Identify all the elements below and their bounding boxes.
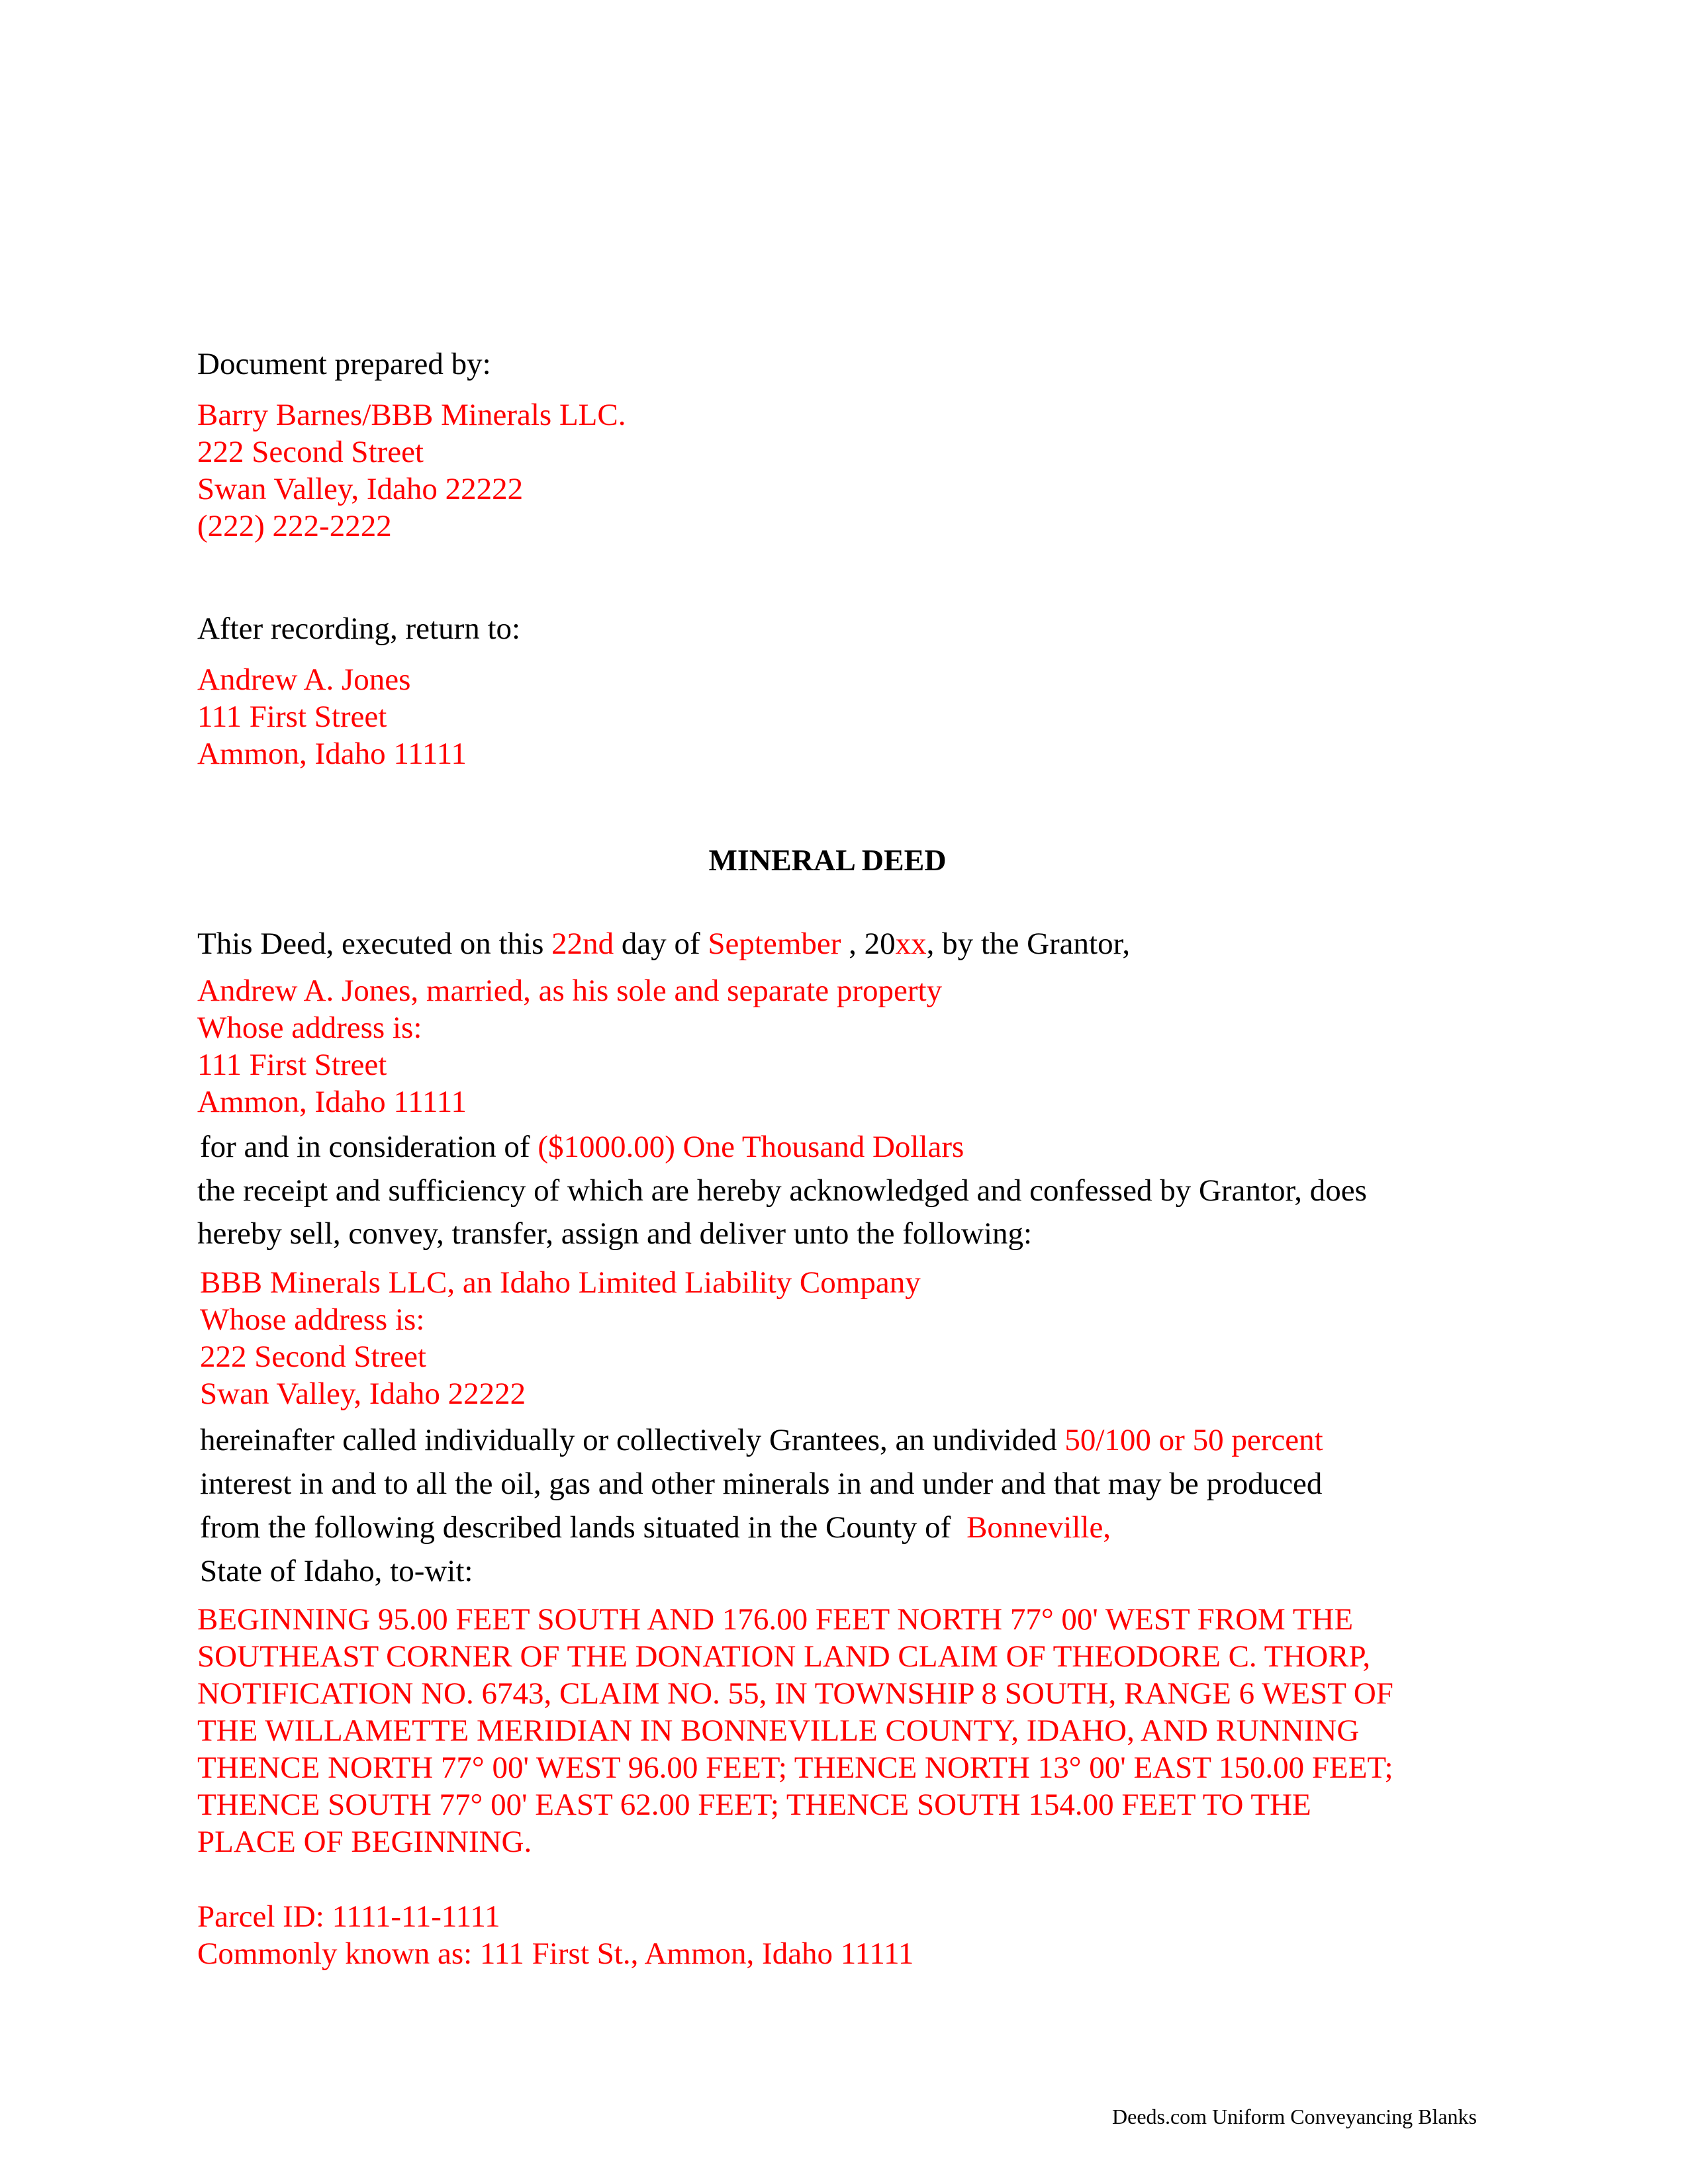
execution-mid2: , 20 (841, 927, 896, 961)
grantor-line: Whose address is: (197, 1011, 422, 1045)
legal-line: NOTIFICATION NO. 6743, CLAIM NO. 55, IN TOWNSHIP 8 SOUTH, RANGE 6 WEST OF (197, 1676, 1393, 1711)
grantor-line: Ammon, Idaho 11111 (197, 1085, 467, 1119)
prepared-by-line: (222) 222-2222 (197, 509, 392, 543)
execution-line (197, 925, 1130, 962)
prepared-by-line: 222 Second Street (197, 435, 424, 469)
legal-line: PLACE OF BEGINNING. (197, 1825, 532, 1859)
grantee-line: BBB Minerals LLC, an Idaho Limited Liability Company (200, 1265, 921, 1300)
prepared-by-address (197, 396, 626, 545)
legal-line: BEGINNING 95.00 FEET SOUTH AND 176.00 FEET NORTH 77° 00' WEST FROM THE (197, 1602, 1354, 1637)
return-to-address (197, 661, 467, 772)
consideration-line (200, 1128, 964, 1165)
grantee-line: Swan Valley, Idaho 22222 (200, 1377, 526, 1411)
grantee-block (200, 1264, 921, 1412)
parcel-block (197, 1898, 914, 1972)
prepared-by-line: Barry Barnes/BBB Minerals LLC. (197, 398, 626, 432)
footer-credit: Deeds.com Uniform Conveyancing Blanks (1112, 2105, 1477, 2128)
execution-prefix: This Deed, executed on this (197, 927, 552, 961)
legal-line: SOUTHEAST CORNER OF THE DONATION LAND CLAIM OF THEODORE C. THORP, (197, 1639, 1371, 1674)
legal-description (197, 1601, 1393, 1860)
return-to-line: 111 First Street (197, 700, 387, 734)
interest-line-4: State of Idaho, to-wit: (200, 1554, 473, 1588)
execution-day: 22nd (551, 927, 614, 961)
county-prefix: from the following described lands situated in the County of (200, 1510, 959, 1545)
legal-line: THE WILLAMETTE MERIDIAN IN BONNEVILLE COUNTY, IDAHO, AND RUNNING (197, 1713, 1360, 1748)
grantor-block (197, 972, 942, 1120)
grantor-line: Andrew A. Jones, married, as his sole and separate property (197, 974, 943, 1008)
execution-suffix: , by the Grantor, (926, 927, 1131, 961)
interest-line-1 (200, 1422, 1323, 1459)
parcel-id: Parcel ID: 1111-11-1111 (197, 1899, 500, 1934)
interest-line-3 (200, 1509, 1111, 1546)
grantee-line: Whose address is: (200, 1302, 425, 1337)
prepared-by-line: Swan Valley, Idaho 22222 (197, 472, 524, 506)
commonly-known-as: Commonly known as: 111 First St., Ammon, Idaho 11111 (197, 1936, 914, 1971)
interest-line-2: interest in and to all the oil, gas and other minerals in and under and that may be produced (200, 1467, 1323, 1501)
county-name: Bonneville, (966, 1510, 1111, 1545)
grantor-line: 111 First Street (197, 1048, 387, 1082)
legal-line: THENCE NORTH 77° 00' WEST 96.00 FEET; THENCE NORTH 13° 00' EAST 150.00 FEET; (197, 1751, 1393, 1785)
conveyance-line-2: hereby sell, convey, transfer, assign and deliver unto the following: (197, 1216, 1033, 1251)
conveyance-line-1: the receipt and sufficiency of which are hereby acknowledged and confessed by Grantor, does (197, 1173, 1367, 1208)
execution-mid1: day of (614, 927, 708, 961)
return-to-heading: After recording, return to: (197, 612, 521, 646)
grantee-line: 222 Second Street (200, 1340, 426, 1374)
legal-line: THENCE SOUTH 77° 00' EAST 62.00 FEET; THENCE SOUTH 154.00 FEET TO THE (197, 1788, 1311, 1822)
consideration-prefix: for and in consideration of (200, 1130, 538, 1164)
execution-month: September (708, 927, 841, 961)
interest-fraction: 50/100 or 50 percent (1064, 1423, 1323, 1457)
prepared-by-heading: Document prepared by: (197, 347, 491, 381)
document-title: MINERAL DEED (708, 843, 947, 877)
execution-year-suffix: xx (895, 927, 927, 961)
consideration-amount: ($1000.00) One Thousand Dollars (538, 1130, 964, 1164)
return-to-line: Ammon, Idaho 11111 (197, 737, 467, 771)
return-to-line: Andrew A. Jones (197, 662, 411, 697)
interest-prefix: hereinafter called individually or collectively Grantees, an undivided (200, 1423, 1065, 1457)
